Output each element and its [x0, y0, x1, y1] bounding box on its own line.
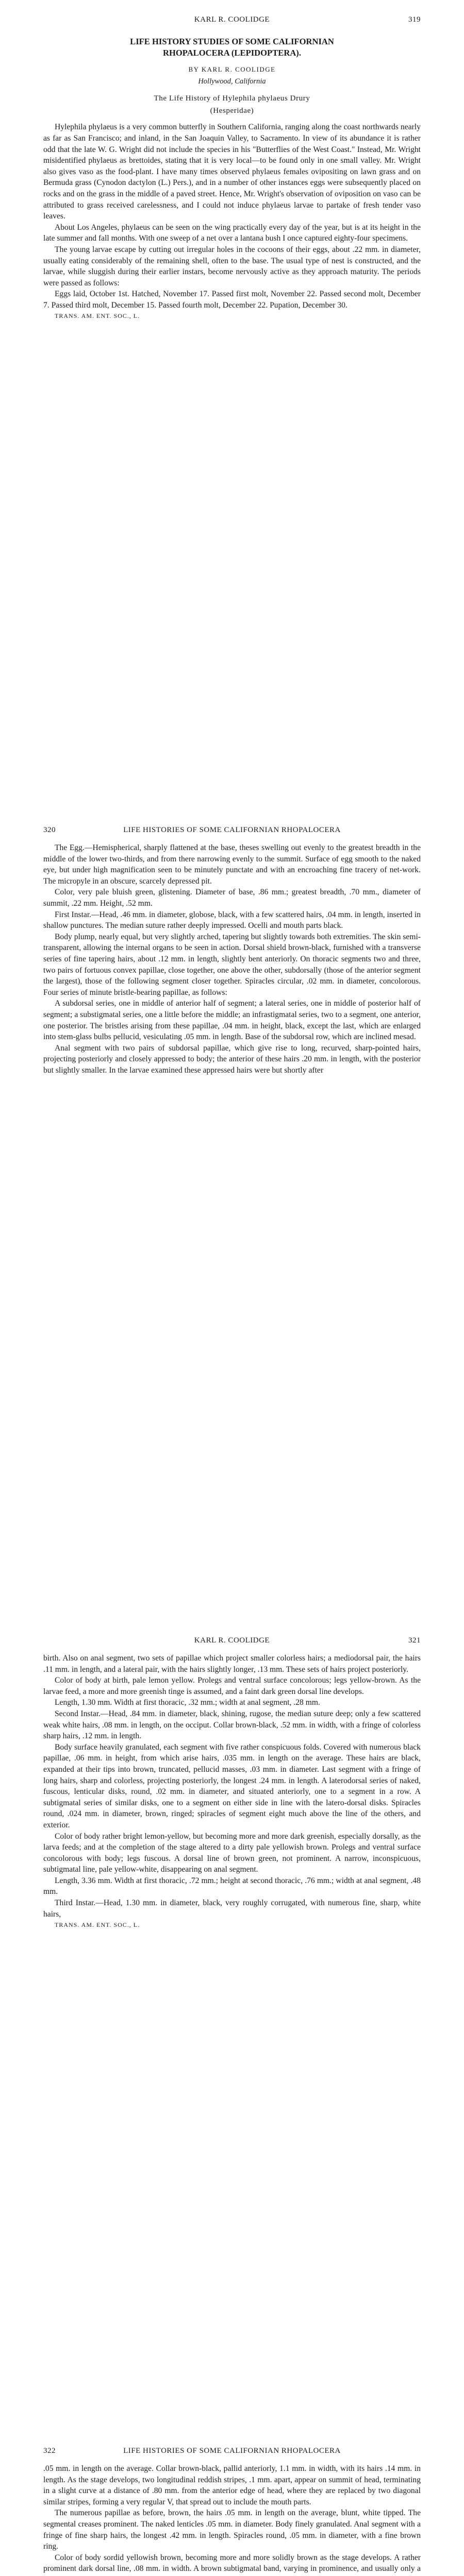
author-affiliation: Hollywood, California	[198, 77, 266, 86]
paragraph: Color, very pale bluish green, glistening. Diameter of base, .86 mm.; greatest breadth, .70 mm., diameter of summit, .22 mm. Height, .52 mm.	[43, 888, 421, 908]
paragraph: Anal segment with two pairs of subdorsal papillae, which give rise to long, recurved, sharp-pointed hairs, projecting posteriorly and closely appressed to body; the anterior of these hairs .20 mm. in length, with the posterior but slightly smaller. In the larvae examined these appressed hairs were but shortly after	[43, 1043, 421, 1075]
running-head	[43, 15, 421, 27]
paragraph: .05 mm. in length on the average. Collar brown-black, pallid anteriorly, 1.1 mm. in width, with its hairs .14 mm. in length. As the stage develops, two longitudinal reddish stripes, .1 mm. apart, appear on summit of head, terminating in a slight curve at a distance of .80 mm. from the anterior edge of head, where they are replaced by two diagonal similar stripes, forming a very regular V, that spread out to include the mouth parts.	[43, 2464, 421, 2506]
page-320	[0, 810, 464, 1621]
page-321	[0, 1621, 464, 2431]
page-number: 320	[43, 826, 56, 834]
paragraph: Body plump, nearly equal, but very slightly arched, tapering but slightly towards both extremities. The skin semi-transparent, allowing the internal organs to be seen in action. Dorsal shield brown-black, furnished with a transverse series of fine tapering hairs, about .12 mm. in length, slightly bent anteriorly. On thoracic segments two and three, two pairs of fortuous convex papillae, close together, one above the other, subdorsally (those of the anterior segment the largest), those of the following segment closer together. Spiracles circular, .02 mm. in diameter, concolorous. Four series of minute bristle-bearing papillae, as follows:	[43, 932, 421, 997]
page-body	[43, 1653, 421, 1931]
running-head-title: LIFE HISTORIES OF SOME CALIFORNIAN RHOPALOCERA	[123, 2447, 341, 2455]
paragraph: About Los Angeles, phylaeus can be seen on the wing practically every day of the year, but is at its height in the late summer and fall months. With one sweep of a net over a lantana bush I once captured eighty-four specimens.	[43, 223, 421, 243]
journal-footer: TRANS. AM. ENT. SOC., L.	[55, 1921, 140, 1929]
running-head	[43, 826, 421, 837]
page-body	[43, 2463, 421, 2576]
paragraph: First Instar.—Head, .46 mm. in diameter, globose, black, with a few scattered hairs, .04 mm. in length, inserted in shallow punctures. The median suture rather deeply impressed. Ocelli and mouth parts black.	[43, 910, 421, 930]
section-heading	[43, 93, 421, 116]
paragraph: Length, 3.36 mm. Width at first thoracic, .72 mm.; height at second thoracic, .76 mm.; width at anal segment, .48 mm.	[43, 1876, 421, 1896]
paragraph: Third Instar.—Head, 1.30 mm. in diameter, black, very roughly corrugated, with numerous fine, sharp, white hairs,	[43, 1899, 421, 1919]
paragraph: Color of body rather bright lemon-yellow, but becoming more and more dark greenish, especially dorsally, as the larva feeds; and at the completion of the stage altered to a dirty pale yellowish brown. Prolegs and ventral surface concolorous with body; legs fuscous. A dorsal line of brown green, not prominent. A narrow, inconspicuous, subtigmatal line, pale yellow-white, disappearing on anal segment.	[43, 1832, 421, 1874]
paragraph: The young larvae escape by cutting out irregular holes in the cocoons of their eggs, about .22 mm. in diameter, usually eating considerably of the remaining shell, often to the base. The usual type of nest is constructed, and the larvae, while sluggish during their earlier instars, become nervously active as they approach maturity. The periods were passed as follows:	[43, 245, 421, 287]
paragraph: Length, 1.30 mm. Width at first thoracic, .32 mm.; width at anal segment, .28 mm.	[55, 1698, 320, 1707]
paragraph: Body surface heavily granulated, each segment with five rather conspicuous folds. Covered with numerous black papillae, .06 mm. in height, from which arise hairs, .035 mm. in length on the average. These hairs are black, expanded at their tips into brown, truncated, pellucid masses, .03 mm. in diameter. Last segment with a fringe of long hairs, sharp and colorless, projecting posteriorly, the longest .24 mm. in length. A laterodorsal series of naked, fuscous, lenticular disks, round, .02 mm. in diameter, and situated anteriorly, one to a segment in a row. A subtigmatal series of similar disks, one to a segment on either side in line with the latero-dorsal disks. Spiracles round, .024 mm. in diameter, brown, ringed; spiracles of segment eight much above the line of the others, and exterior.	[43, 1742, 421, 1829]
running-head-title: KARL R. COOLIDGE	[194, 15, 270, 24]
running-head	[43, 2447, 421, 2458]
article-title-line1: LIFE HISTORY STUDIES OF SOME CALIFORNIAN	[130, 37, 334, 46]
page-number: 322	[43, 2447, 56, 2455]
journal-footer: TRANS. AM. ENT. SOC., L.	[55, 312, 140, 320]
author-byline: BY KARL R. COOLIDGE	[188, 65, 276, 73]
running-head-title: LIFE HISTORIES OF SOME CALIFORNIAN RHOPALOCERA	[123, 826, 341, 834]
paragraph: The numerous papillae as before, brown, the hairs .05 mm. in length on the average, blunt, white tipped. The segmental creases prominent. The naked lenticles .05 mm. in diameter. Body finely granulated. Anal segment with a fringe of fine sharp hairs, the longest .42 mm. in length. Spiracles round, .05 mm. in diameter, with a fine brown ring.	[43, 2509, 421, 2551]
paragraph: Color of body sordid yellowish brown, becoming more and more solidly brown as the stage develops. A rather prominent dark dorsal line, .08 mm. in width. A brown subtigmatal band, varying in prominence, and usually only a	[43, 2553, 421, 2573]
page-319	[0, 0, 464, 810]
running-head-title: KARL R. COOLIDGE	[194, 1636, 270, 1645]
section-title: The Life History of Hylephila phylaeus Drury	[154, 94, 310, 103]
running-head	[43, 1636, 421, 1648]
paragraph: Second Instar.—Head, .84 mm. in diameter, black, shining, rugose, the median suture deep; only a few scattered weak white hairs, .08 mm. in length, on the occiput. Collar brown-black, .52 mm. in width, with a fringe of colorless sharp hairs, .12 mm. in length.	[43, 1709, 421, 1741]
paragraph: Color of body at birth, pale lemon yellow. Prolegs and ventral surface concolorous; legs yellow-brown. As the larvae feed, a more and more greenish tinge is assumed, and a faint dark green dorsal line develops.	[43, 1676, 421, 1696]
article-title-line2: RHOPALOCERA (LEPIDOPTERA).	[163, 48, 301, 58]
page-number: 319	[408, 15, 421, 24]
paragraph: Hylephila phylaeus is a very common butterfly in Southern California, ranging along the coast northwards nearly as far as San Francisco; and inland, in the San Joaquin Valley, to Sacramento. In view of its abundance it is rather odd that the late W. G. Wright did not include the species in his "Butterflies of the West Coast." Instead, Mr. Wright misidentified phylaeus as brettoides, stating that it is very local—to be found only in one small valley. Mr. Wright also gives vaso as the food-plant. I have many times observed phylaeus females ovipositing on lawn grass and on Bermuda grass (Cynodon dactylon (L.) Pers.), and in a number of other instances eggs were subsequently placed on rocks and on the grass in the middle of a paved street. Hence, Mr. Wright's observation of oviposition on vaso can be attributed to grass received carelessness, and I could not induce phylaeus larvae to partake of fresh tender vaso leaves.	[43, 123, 421, 221]
paragraph: The Egg.—Hemispherical, sharply flattened at the base, theses swelling out evenly to the greatest breadth in the middle of the lower two-thirds, and from there narrowing evenly to the summit. Surface of egg smooth to the naked eye, but under high magnification seen to be minutely punctate and with an encroaching fine tracery of net-work. The micropyle in an obscure, scarcely depressed pit.	[43, 843, 421, 886]
paragraph: Eggs laid, October 1st. Hatched, November 17. Passed first molt, November 22. Passed second molt, December 7. Passed third molt, December 15. Passed fourth molt, December 22. Pupation, December 30.	[43, 290, 421, 310]
page-body	[43, 842, 421, 1076]
page-number: 321	[408, 1636, 421, 1645]
paragraph: A subdorsal series, one in middle of anterior half of segment; a lateral series, one in middle of posterior half of segment; a substigmatal series, one a little before the middle; an infrastigmatal series, two to a segment, one anterior, one posterior. The bristles arising from these papillae, .04 mm. in height, black, except the last, which are enlarged into stem-glass bulbs pellucid, vesiculating .05 mm. in length. Base of the subdorsal row, which are inclined mesad.	[43, 999, 421, 1042]
page-322	[0, 2431, 464, 2576]
page-body	[43, 32, 421, 322]
paragraph: birth. Also on anal segment, two sets of papillae which project smaller colorless hairs; a mediodorsal pair, the hairs .11 mm. in length, and a lateral pair, with the hairs slightly longer, .13 mm. These sets of hairs project posteriorly.	[43, 1654, 421, 1674]
section-subtitle: (Hesperidae)	[210, 106, 254, 115]
